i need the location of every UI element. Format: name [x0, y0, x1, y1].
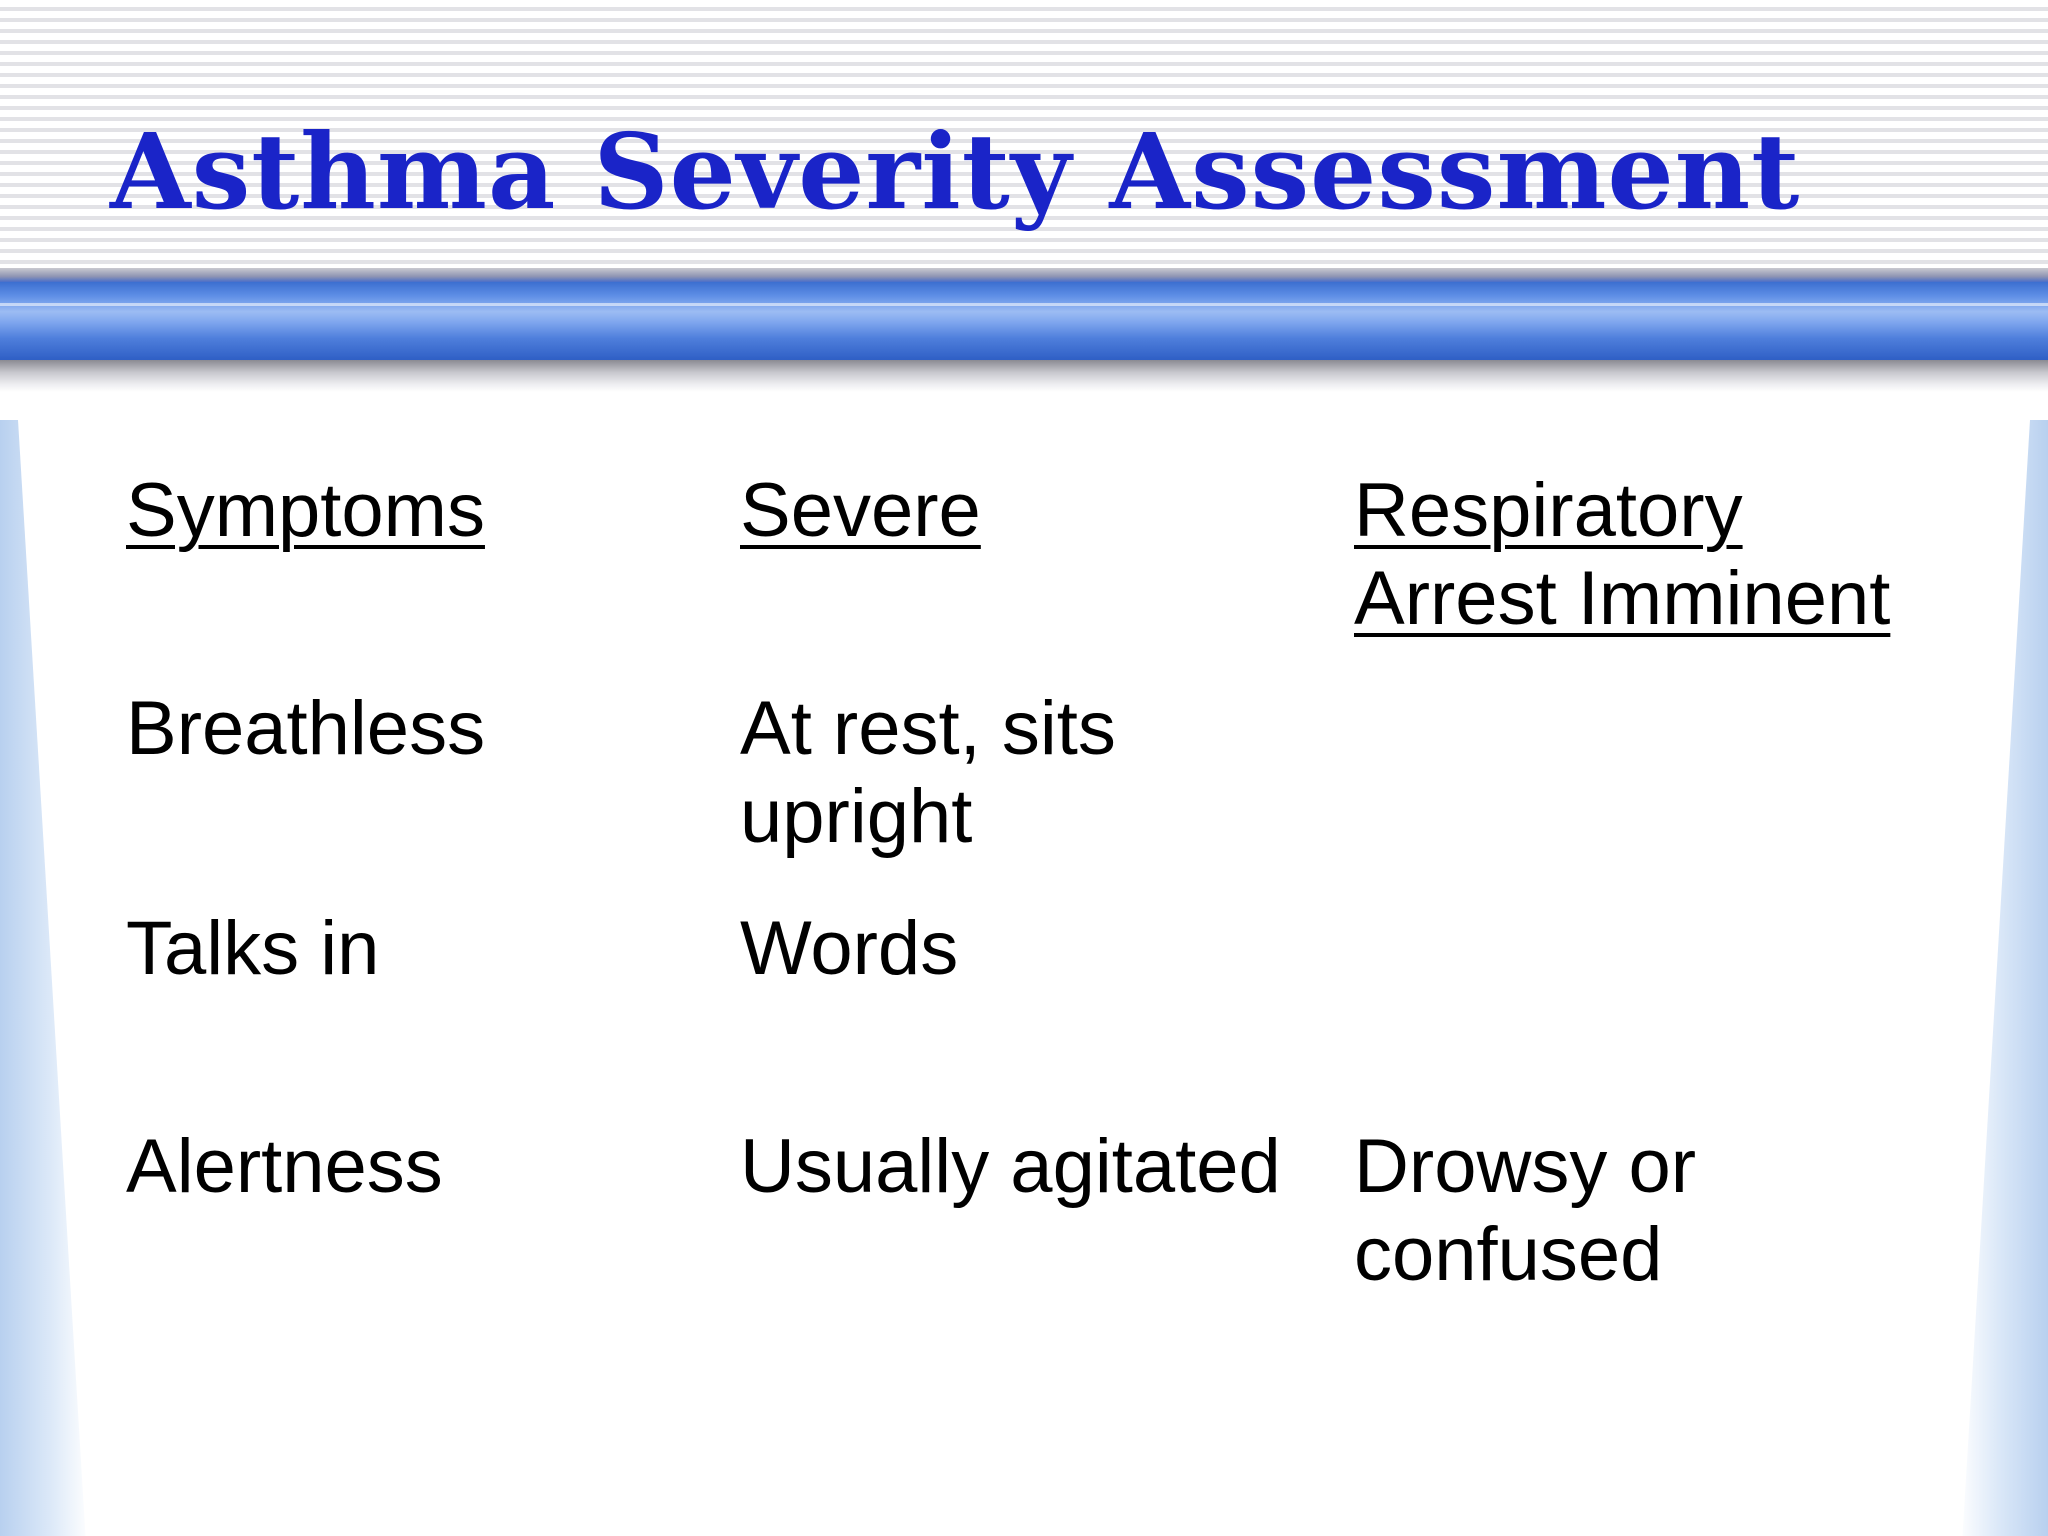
- row-alertness-arrest-line2: confused: [1354, 1212, 1663, 1297]
- row-breathless-severe-line2: upright: [740, 774, 973, 859]
- title-divider-bottom: [0, 360, 2048, 392]
- left-side-decoration: [0, 420, 90, 1536]
- row-talks-severe: Words: [740, 906, 959, 991]
- right-side-decoration: [1958, 420, 2048, 1536]
- header-respiratory-arrest: [1354, 467, 1890, 643]
- title-divider-highlight: [0, 303, 2048, 306]
- row-talks-symptom: Talks in: [126, 906, 380, 991]
- title-divider-top: [0, 268, 2048, 282]
- slide-title: Asthma Severity Assessment: [110, 110, 1801, 233]
- header-arrest-line2: Arrest Imminent: [1354, 556, 1891, 641]
- row-alertness-arrest: [1354, 1123, 1696, 1299]
- row-alertness-arrest-line1: Drowsy or: [1354, 1124, 1697, 1209]
- row-breathless-severe-line1: At rest, sits: [740, 686, 1116, 771]
- header-severe: Severe: [740, 468, 981, 553]
- header-arrest-line1: Respiratory: [1354, 468, 1743, 553]
- row-alertness-severe: Usually agitated: [740, 1124, 1281, 1209]
- row-alertness-symptom: Alertness: [126, 1124, 443, 1209]
- title-divider-bar: [0, 282, 2048, 360]
- header-symptoms: Symptoms: [126, 468, 485, 553]
- row-breathless-symptom: Breathless: [126, 686, 486, 771]
- row-breathless-severe: [740, 685, 1116, 861]
